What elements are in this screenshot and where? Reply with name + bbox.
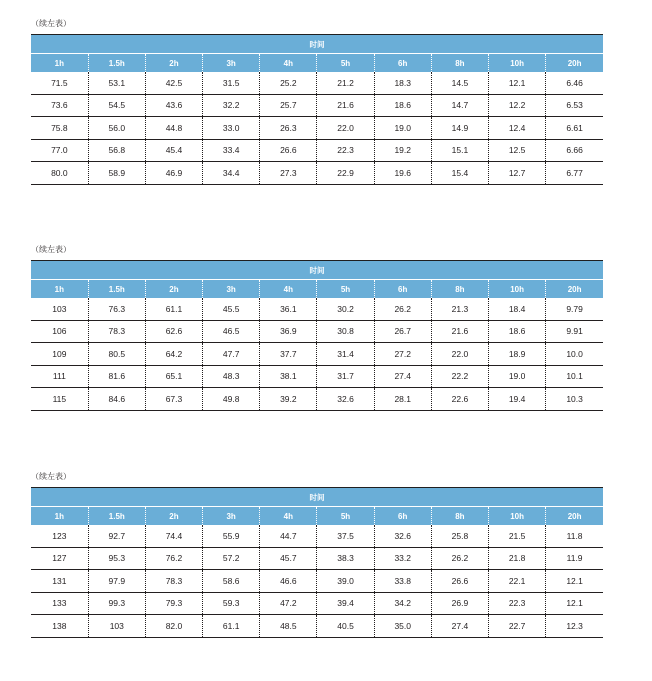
- table-cell: 19.4: [489, 388, 546, 411]
- table-row: [31, 162, 603, 185]
- table-cell: 22.7: [489, 615, 546, 638]
- column-header: 2h: [145, 280, 202, 299]
- table-cell: 9.79: [546, 298, 603, 320]
- table-cell: 27.4: [374, 365, 431, 388]
- table-cell: 9.91: [546, 320, 603, 343]
- table-cell: 33.0: [203, 117, 260, 140]
- table-cell: 22.2: [431, 365, 488, 388]
- table-cell: 10.1: [546, 365, 603, 388]
- table-cell: 111: [31, 365, 88, 388]
- table-cell: 21.6: [431, 320, 488, 343]
- table-cell: 56.0: [88, 117, 145, 140]
- column-header: 4h: [260, 280, 317, 299]
- table-cell: 38.1: [260, 365, 317, 388]
- table-cell: 103: [31, 298, 88, 320]
- column-header: 1.5h: [88, 507, 145, 526]
- table-cell: 21.6: [317, 94, 374, 117]
- table-cell: 32.2: [203, 94, 260, 117]
- column-header: 2h: [145, 507, 202, 526]
- column-header: 20h: [546, 54, 603, 73]
- table-row: [31, 117, 603, 140]
- table-cell: 42.5: [145, 72, 202, 94]
- table-cell: 45.4: [145, 139, 202, 162]
- table-cell: 131: [31, 570, 88, 593]
- table-cell: 64.2: [145, 343, 202, 366]
- table-cell: 78.3: [88, 320, 145, 343]
- table-cell: 6.46: [546, 72, 603, 94]
- table-cell: 6.66: [546, 139, 603, 162]
- table-row: [31, 94, 603, 117]
- table-cell: 71.5: [31, 72, 88, 94]
- table-cell: 18.6: [374, 94, 431, 117]
- table-cell: 38.3: [317, 547, 374, 570]
- table-cell: 25.2: [260, 72, 317, 94]
- table-cell: 33.4: [203, 139, 260, 162]
- table-cell: 81.6: [88, 365, 145, 388]
- table-cell: 21.5: [489, 525, 546, 547]
- table-cell: 22.3: [489, 592, 546, 615]
- table-cell: 18.9: [489, 343, 546, 366]
- table-row: [31, 320, 603, 343]
- table-cell: 59.3: [203, 592, 260, 615]
- table-caption: （续左表）: [31, 19, 71, 28]
- column-header: 10h: [489, 507, 546, 526]
- column-header: 20h: [546, 280, 603, 299]
- column-header: 5h: [317, 54, 374, 73]
- column-header: 8h: [431, 54, 488, 73]
- table-cell: 45.5: [203, 298, 260, 320]
- table-cell: 106: [31, 320, 88, 343]
- table-cell: 11.8: [546, 525, 603, 547]
- table-row: [31, 570, 603, 593]
- table-cell: 26.6: [431, 570, 488, 593]
- table-cell: 22.1: [489, 570, 546, 593]
- table-cell: 27.3: [260, 162, 317, 185]
- table-cell: 97.9: [88, 570, 145, 593]
- table-cell: 80.0: [31, 162, 88, 185]
- table-cell: 27.4: [431, 615, 488, 638]
- table-caption: （续左表）: [31, 245, 71, 254]
- table-cell: 34.2: [374, 592, 431, 615]
- column-header: 20h: [546, 507, 603, 526]
- table-cell: 46.5: [203, 320, 260, 343]
- table-group-header-row: [31, 488, 603, 507]
- column-header: 1h: [31, 507, 88, 526]
- column-header: 5h: [317, 280, 374, 299]
- table-cell: 12.1: [546, 592, 603, 615]
- table-cell: 18.6: [489, 320, 546, 343]
- table-cell: 57.2: [203, 547, 260, 570]
- table-block-2: [31, 244, 603, 411]
- table-cell: 115: [31, 388, 88, 411]
- table-cell: 79.3: [145, 592, 202, 615]
- table-cell: 75.8: [31, 117, 88, 140]
- table-cell: 30.2: [317, 298, 374, 320]
- table-cell: 26.7: [374, 320, 431, 343]
- table-cell: 14.5: [431, 72, 488, 94]
- table-block-1: [31, 18, 603, 185]
- column-header: 3h: [203, 54, 260, 73]
- table-cell: 58.9: [88, 162, 145, 185]
- table-cell: 19.0: [374, 117, 431, 140]
- table-cell: 10.0: [546, 343, 603, 366]
- table-cell: 36.1: [260, 298, 317, 320]
- table-cell: 74.4: [145, 525, 202, 547]
- column-header: 8h: [431, 507, 488, 526]
- table-cell: 47.7: [203, 343, 260, 366]
- table-cell: 22.0: [317, 117, 374, 140]
- column-header: 6h: [374, 280, 431, 299]
- table-cell: 67.3: [145, 388, 202, 411]
- column-header: 1.5h: [88, 280, 145, 299]
- table-cell: 47.2: [260, 592, 317, 615]
- table-cell: 44.7: [260, 525, 317, 547]
- table-cell: 82.0: [145, 615, 202, 638]
- table-cell: 138: [31, 615, 88, 638]
- table-cell: 48.3: [203, 365, 260, 388]
- column-header: 1h: [31, 54, 88, 73]
- table-cell: 15.1: [431, 139, 488, 162]
- column-header: 8h: [431, 280, 488, 299]
- table-cell: 32.6: [317, 388, 374, 411]
- column-header: 10h: [489, 54, 546, 73]
- table-cell: 76.2: [145, 547, 202, 570]
- table-cell: 77.0: [31, 139, 88, 162]
- table-caption: （续左表）: [31, 472, 71, 481]
- table-group-header-row: [31, 35, 603, 54]
- group-header: 时间: [31, 35, 603, 54]
- column-header: 6h: [374, 507, 431, 526]
- table-cell: 44.8: [145, 117, 202, 140]
- table-cell: 19.0: [489, 365, 546, 388]
- column-header: 6h: [374, 54, 431, 73]
- table-cell: 48.5: [260, 615, 317, 638]
- table-cell: 6.77: [546, 162, 603, 185]
- table-cell: 55.9: [203, 525, 260, 547]
- column-header: 3h: [203, 507, 260, 526]
- table-row: [31, 139, 603, 162]
- table-cell: 99.3: [88, 592, 145, 615]
- table-cell: 46.6: [260, 570, 317, 593]
- table-cell: 22.6: [431, 388, 488, 411]
- table-cell: 39.2: [260, 388, 317, 411]
- table-cell: 26.3: [260, 117, 317, 140]
- table-cell: 19.2: [374, 139, 431, 162]
- column-header: 1.5h: [88, 54, 145, 73]
- table-cell: 39.4: [317, 592, 374, 615]
- table-cell: 10.3: [546, 388, 603, 411]
- table-cell: 30.8: [317, 320, 374, 343]
- table-cell: 31.5: [203, 72, 260, 94]
- table-cell: 58.6: [203, 570, 260, 593]
- table-cell: 33.2: [374, 547, 431, 570]
- table-row: [31, 365, 603, 388]
- table-cell: 32.6: [374, 525, 431, 547]
- table-cell: 34.4: [203, 162, 260, 185]
- table-cell: 127: [31, 547, 88, 570]
- table-cell: 80.5: [88, 343, 145, 366]
- table-cell: 12.4: [489, 117, 546, 140]
- table-cell: 6.61: [546, 117, 603, 140]
- table-cell: 14.9: [431, 117, 488, 140]
- column-header: 4h: [260, 507, 317, 526]
- table-cell: 61.1: [145, 298, 202, 320]
- column-header: 2h: [145, 54, 202, 73]
- table-cell: 6.53: [546, 94, 603, 117]
- table-row: [31, 615, 603, 638]
- table-cell: 133: [31, 592, 88, 615]
- data-table: [31, 34, 603, 185]
- table-cell: 46.9: [145, 162, 202, 185]
- table-column-header-row: [31, 507, 603, 526]
- table-cell: 26.9: [431, 592, 488, 615]
- table-cell: 12.2: [489, 94, 546, 117]
- table-cell: 22.9: [317, 162, 374, 185]
- group-header: 时间: [31, 488, 603, 507]
- table-cell: 25.7: [260, 94, 317, 117]
- table-cell: 73.6: [31, 94, 88, 117]
- data-table: [31, 487, 603, 638]
- table-row: [31, 343, 603, 366]
- column-header: 4h: [260, 54, 317, 73]
- table-column-header-row: [31, 54, 603, 73]
- table-cell: 36.9: [260, 320, 317, 343]
- table-cell: 18.3: [374, 72, 431, 94]
- table-cell: 27.2: [374, 343, 431, 366]
- table-cell: 21.2: [317, 72, 374, 94]
- table-cell: 11.9: [546, 547, 603, 570]
- table-cell: 31.7: [317, 365, 374, 388]
- table-cell: 123: [31, 525, 88, 547]
- table-row: [31, 72, 603, 94]
- table-cell: 12.5: [489, 139, 546, 162]
- table-column-header-row: [31, 280, 603, 299]
- table-cell: 53.1: [88, 72, 145, 94]
- table-cell: 28.1: [374, 388, 431, 411]
- table-row: [31, 592, 603, 615]
- table-cell: 21.8: [489, 547, 546, 570]
- table-cell: 95.3: [88, 547, 145, 570]
- table-cell: 26.2: [431, 547, 488, 570]
- column-header: 10h: [489, 280, 546, 299]
- table-cell: 21.3: [431, 298, 488, 320]
- table-cell: 45.7: [260, 547, 317, 570]
- table-cell: 37.5: [317, 525, 374, 547]
- table-cell: 18.4: [489, 298, 546, 320]
- table-cell: 39.0: [317, 570, 374, 593]
- table-cell: 19.6: [374, 162, 431, 185]
- table-cell: 22.3: [317, 139, 374, 162]
- table-cell: 40.5: [317, 615, 374, 638]
- data-table: [31, 260, 603, 411]
- table-cell: 109: [31, 343, 88, 366]
- table-cell: 12.1: [489, 72, 546, 94]
- column-header: 3h: [203, 280, 260, 299]
- table-cell: 61.1: [203, 615, 260, 638]
- table-cell: 12.7: [489, 162, 546, 185]
- table-row: [31, 547, 603, 570]
- table-cell: 49.8: [203, 388, 260, 411]
- table-cell: 54.5: [88, 94, 145, 117]
- table-cell: 62.6: [145, 320, 202, 343]
- column-header: 1h: [31, 280, 88, 299]
- table-cell: 14.7: [431, 94, 488, 117]
- column-header: 5h: [317, 507, 374, 526]
- table-cell: 26.2: [374, 298, 431, 320]
- table-row: [31, 525, 603, 547]
- group-header: 时间: [31, 261, 603, 280]
- table-cell: 15.4: [431, 162, 488, 185]
- table-cell: 56.8: [88, 139, 145, 162]
- table-cell: 12.1: [546, 570, 603, 593]
- table-cell: 92.7: [88, 525, 145, 547]
- table-cell: 22.0: [431, 343, 488, 366]
- table-cell: 43.6: [145, 94, 202, 117]
- table-cell: 25.8: [431, 525, 488, 547]
- table-cell: 26.6: [260, 139, 317, 162]
- table-cell: 33.8: [374, 570, 431, 593]
- table-cell: 35.0: [374, 615, 431, 638]
- table-block-3: [31, 471, 603, 638]
- table-cell: 78.3: [145, 570, 202, 593]
- table-cell: 84.6: [88, 388, 145, 411]
- table-cell: 37.7: [260, 343, 317, 366]
- table-cell: 103: [88, 615, 145, 638]
- table-row: [31, 388, 603, 411]
- table-row: [31, 298, 603, 320]
- table-cell: 65.1: [145, 365, 202, 388]
- table-cell: 76.3: [88, 298, 145, 320]
- table-group-header-row: [31, 261, 603, 280]
- table-cell: 12.3: [546, 615, 603, 638]
- table-cell: 31.4: [317, 343, 374, 366]
